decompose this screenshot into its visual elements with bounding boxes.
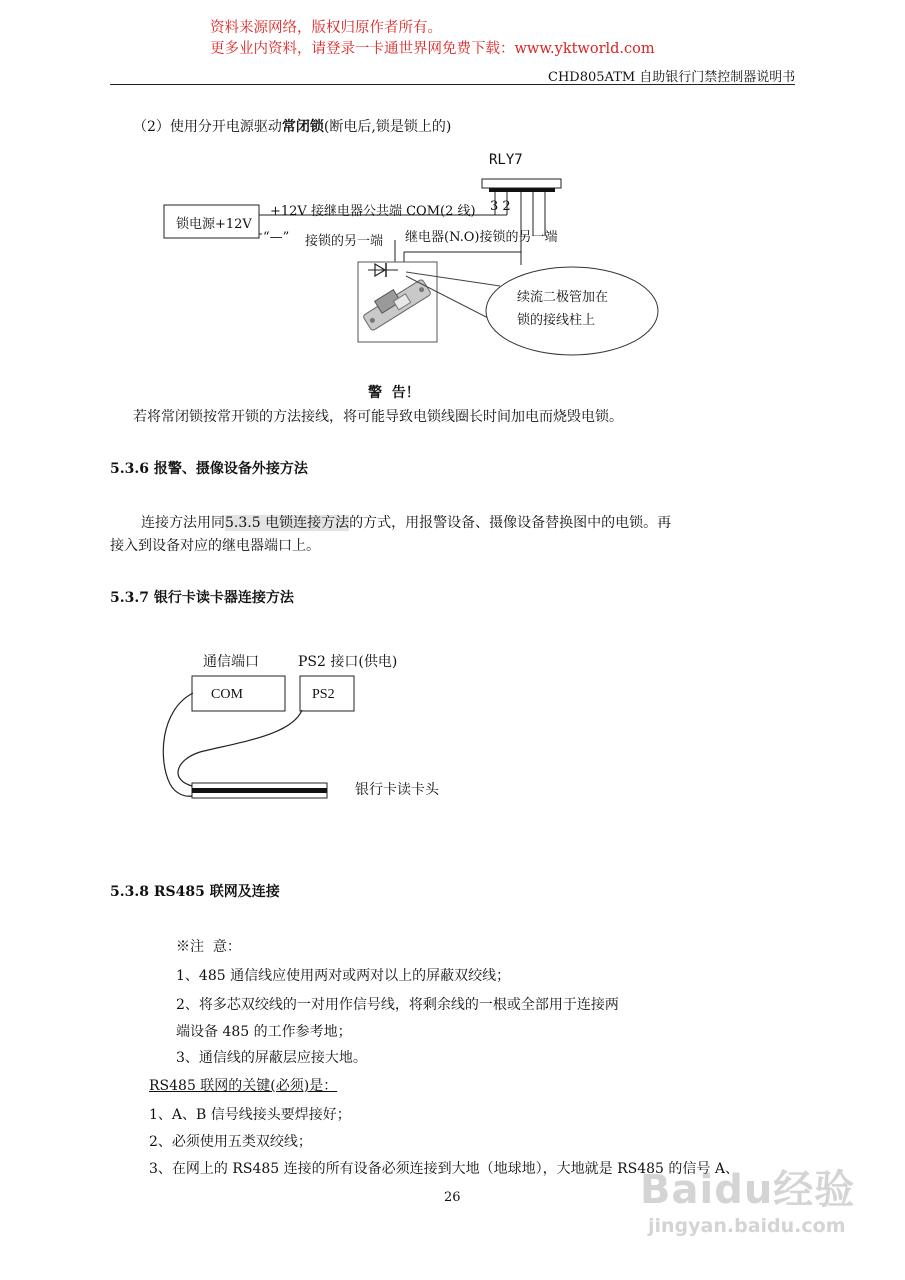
com-cable [163, 693, 193, 796]
note-item: 端设备 485 的工作参考地； [176, 1024, 352, 1040]
key-item: 2、必须使用五类双绞线； [149, 1134, 312, 1150]
warning-text: 若将常闭锁按常开锁的方法接线，将可能导致电锁线圈长时间加电而烧毁电锁。 [133, 409, 623, 425]
s537-heading: 5.3.7 银行卡读卡器连接方法 [110, 590, 294, 606]
wire-12v-label: +12V 接继电器公共端 COM(2 线) [270, 204, 476, 219]
wire-minus-symbol: “—” [263, 230, 290, 245]
ps2-box-label: PS2 [312, 687, 335, 702]
callout-line-1: 续流二极管加在 [517, 290, 609, 305]
note-item: 3、通信线的屏蔽层应接大地。 [176, 1050, 367, 1066]
s536-paragraph-line2: 接入到设备对应的继电器端口上。 [110, 538, 320, 554]
card-reader-label: 银行卡读卡头 [355, 782, 439, 798]
key-title: RS485 联网的关键(必须)是： [149, 1078, 338, 1094]
source-line-1: 资料来源网络，版权归原作者所有。 [210, 20, 442, 36]
com-box-label: COM [211, 687, 243, 702]
relay-label: RLY7 [489, 152, 523, 168]
page-number: 26 [444, 1190, 461, 1205]
s536-paragraph: 连接方法用同5.3.5 电锁连接方法的方式，用报警设备、摄像设备替换图中的电锁。再 [141, 515, 672, 531]
key-item: 3、在网上的 RS485 连接的所有设备必须连接到大地（地球地），大地就是 RS485 的信号 A、 [149, 1161, 739, 1177]
watermark-url: jingyan.baidu.com [648, 1215, 846, 1237]
relay-pins: 3 2 [490, 199, 511, 214]
nc-lock-heading: （2）使用分开电源驱动常闭锁(断电后,锁是锁上的) [133, 119, 452, 135]
ps2-port-label: PS2 接口(供电) [298, 654, 398, 670]
warning-title: 警 告！ [368, 385, 420, 401]
watermark-brand: Baidu经验 [640, 1167, 856, 1213]
doc-title: CHD805ATM 自助银行门禁控制器说明书 [548, 70, 796, 85]
s538-heading: 5.3.8 RS485 联网及连接 [110, 884, 280, 900]
com-port-label: 通信端口 [203, 654, 259, 670]
source-line-2: 更多业内资料，请登录一卡通世界网免费下载：www.yktworld.com [210, 41, 655, 57]
power-box-label: 锁电源+12V [176, 217, 252, 232]
ps2-cable [178, 710, 302, 786]
wire-no-label: 继电器(N.O)接锁的另一端 [405, 230, 558, 245]
note-title: ※注 意： [176, 939, 241, 955]
note-item: 2、将多芯双绞线的一对用作信号线，将剩余线的一根或全部用于连接两 [176, 997, 619, 1013]
callout-line-2: 锁的接线柱上 [517, 313, 596, 328]
s536-heading: 5.3.6 报警、摄像设备外接方法 [110, 461, 308, 477]
note-item: 1、485 通信线应使用两对或两对以上的屏蔽双绞线； [176, 968, 511, 984]
wire-minus-label: 接锁的另一端 [305, 234, 384, 249]
key-item: 1、A、B 信号线接头要焊接好； [149, 1107, 351, 1123]
